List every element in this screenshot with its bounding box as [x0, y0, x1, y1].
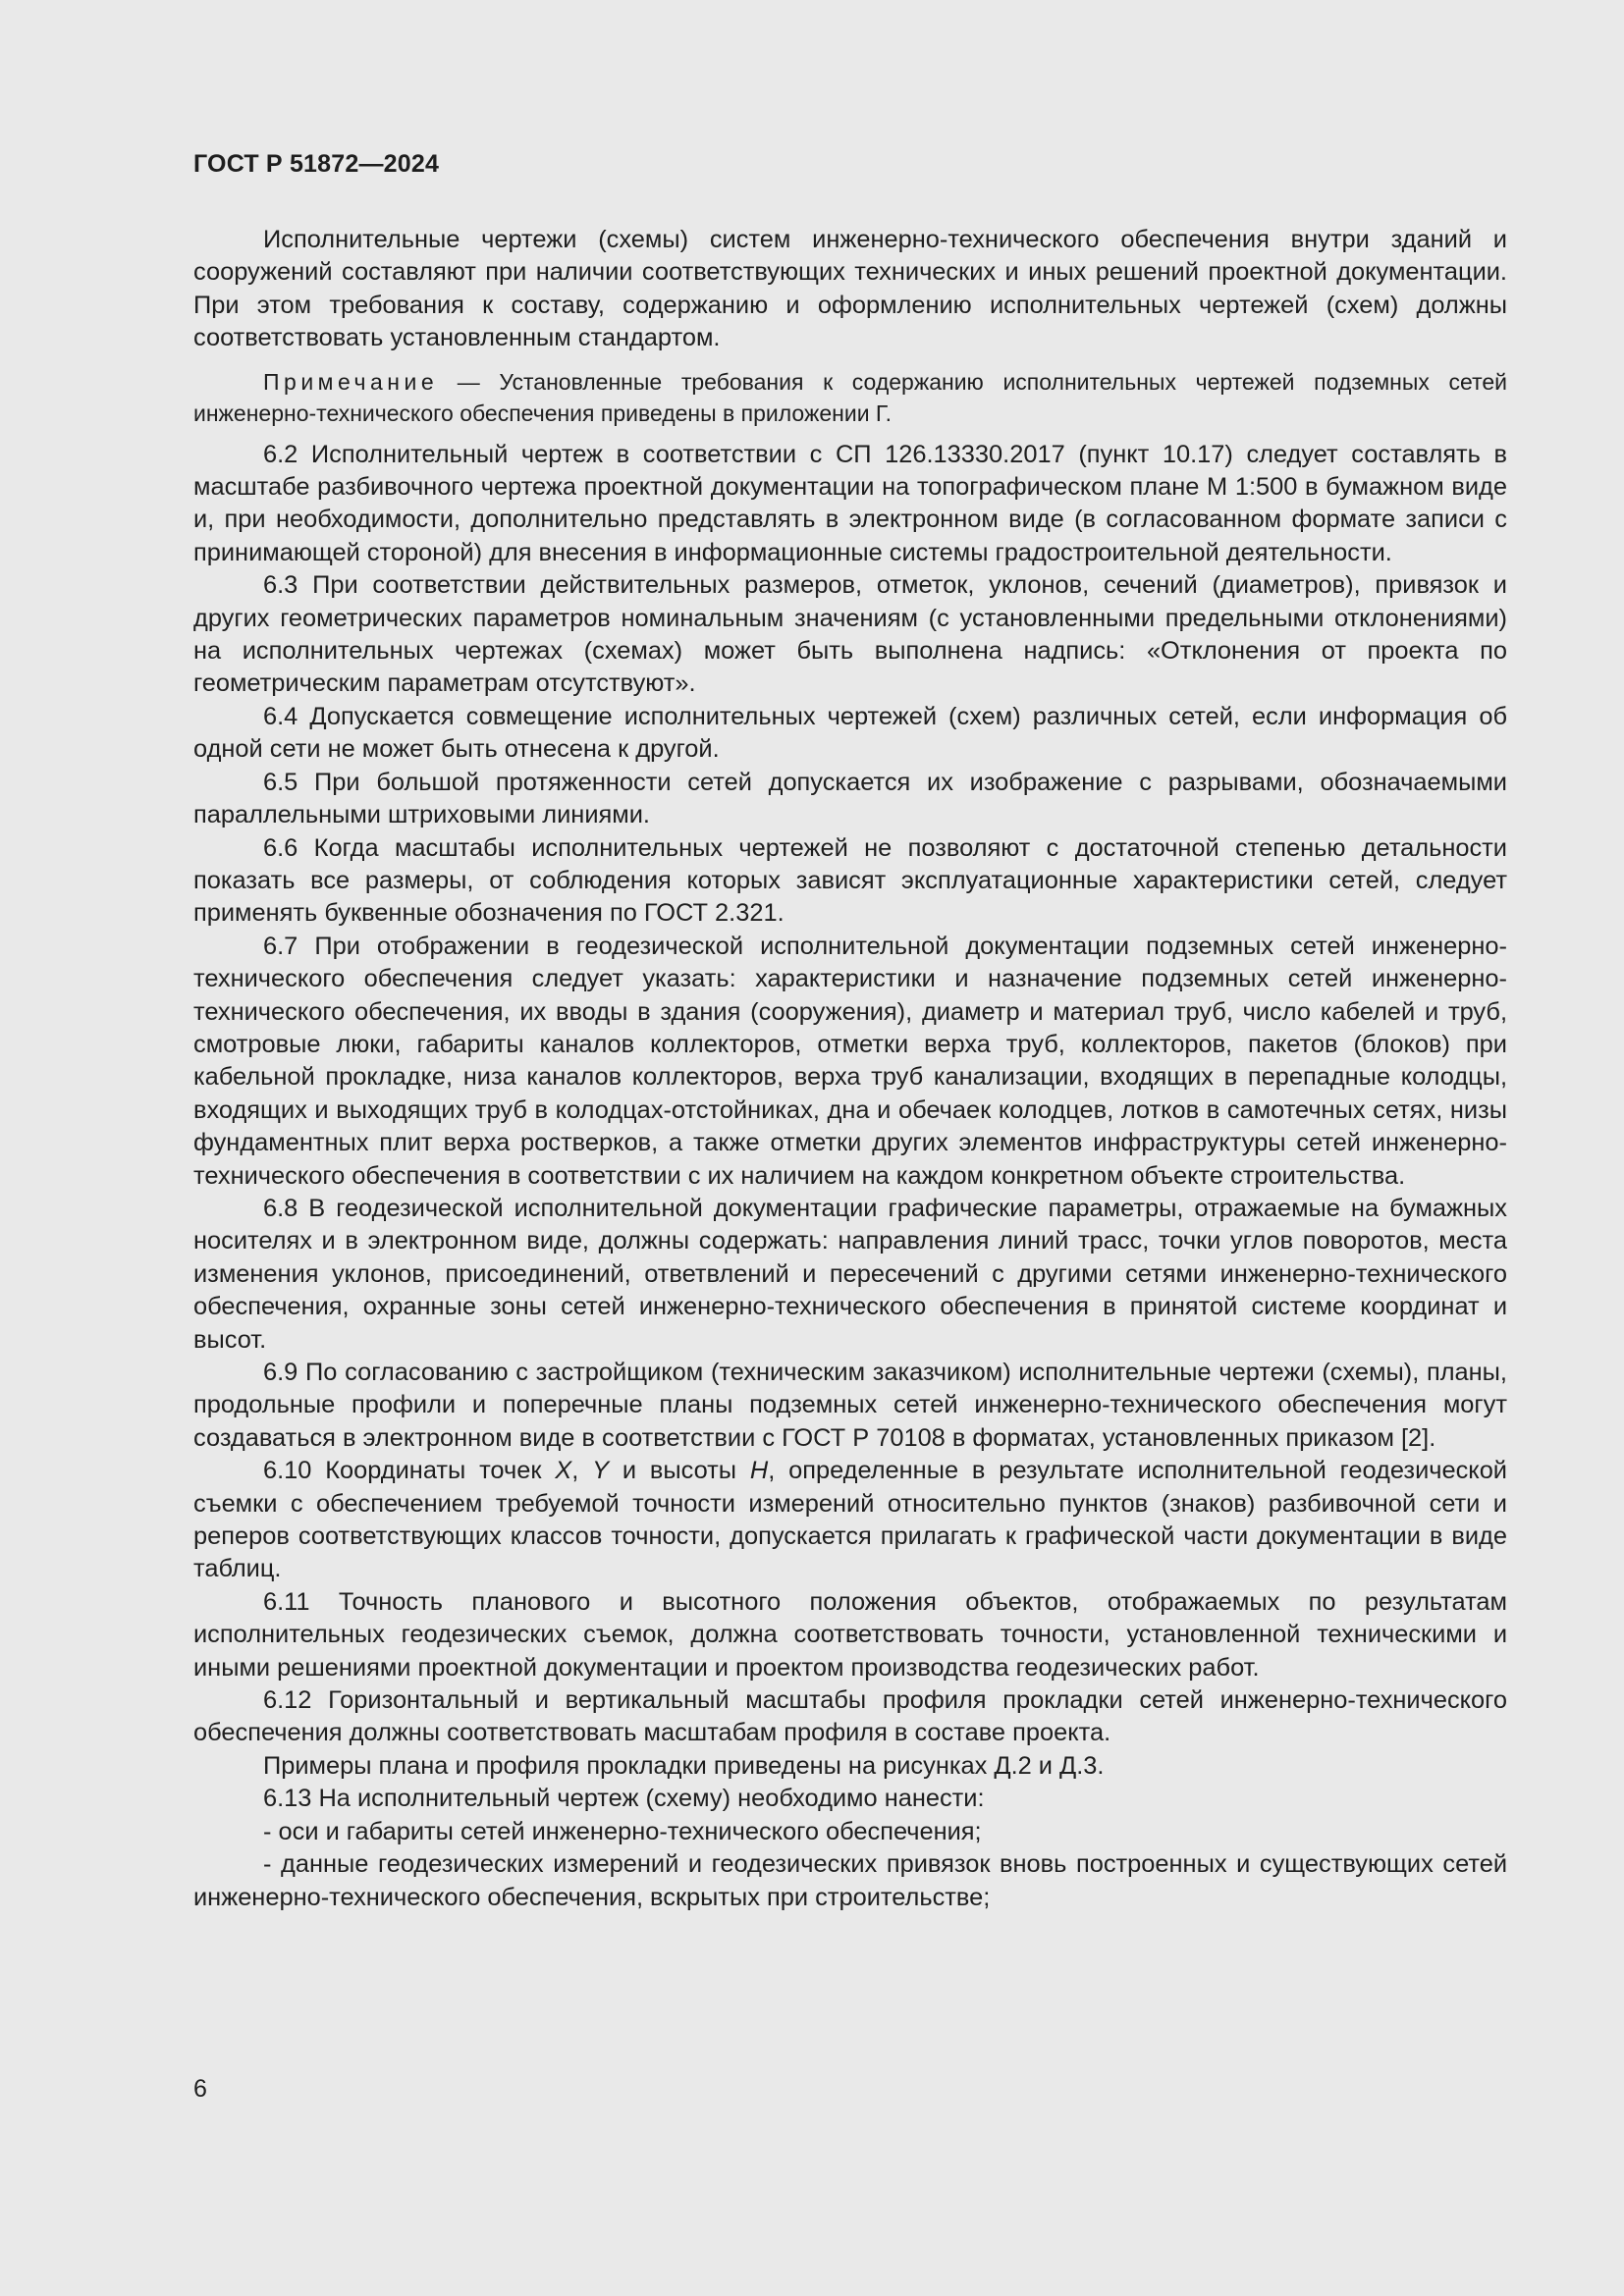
clause-6-10-part-c: и высоты — [609, 1457, 750, 1485]
clause-6-9: 6.9 По согласованию с застройщиком (техническим заказчиком) исполнительные чертежи (схемы), планы, продольные профили и поперечные планы подземных сетей инженерно-технического обеспечения могут создаваться в электронном виде в соответствии с ГОСТ Р 70108 в форматах, установленных приказом [2]. — [193, 1359, 1507, 1452]
clause-6-11: 6.11 Точность планового и высотного положения объектов, отображаемых по результатам исполнительных геодезических съемок, должна соответствовать точности, установленной техническими и иными решениями проектной документации и проектом производства геодезических работ. — [193, 1587, 1507, 1682]
clause-6-6: 6.6 Когда масштабы исполнительных чертежей не позволяют с достаточной степенью детальности показать все размеры, от соблюдения которых зависят эксплуатационные характеристики сетей, следует применять буквенные обозначения по ГОСТ 2.321. — [193, 833, 1507, 928]
clause-6-10 — [193, 1455, 1507, 1586]
clause-6-10-part-a: 6.10 Координаты точек — [263, 1457, 556, 1485]
document-body — [193, 224, 1507, 1914]
list-item: - оси и габариты сетей инженерно-технического обеспечения; — [263, 1817, 982, 1845]
clause-6-10-part-b: , — [571, 1457, 593, 1485]
clause-6-13: 6.13 На исполнительный чертеж (схему) необходимо нанести: — [263, 1785, 985, 1813]
note-text: — Установленные требования к содержанию исполнительных чертежей подземных сетей инженерно-технического обеспечения приведены в приложении Г. — [193, 368, 1507, 426]
note-paragraph — [193, 366, 1507, 429]
clause-6-3: 6.3 При соответствии действительных размеров, отметок, уклонов, сечений (диаметров), привязок и других геометрических параметров номинальным значениям (с установленными предельными отклонениями) на исполнительных чертежах (схемах) может быть выполнена надпись: «Отклонения от проекта по геометрическим параметрам отсутствуют». — [193, 571, 1507, 698]
clause-6-2: 6.2 Исполнительный чертеж в соответствии с СП 126.13330.2017 (пункт 10.17) следует составлять в масштабе разбивочного чертежа проектной документации на топографическом плане М 1:500 в бумажном виде и, при необходимости, дополнительно представлять в электронном виде (в согласованном формате записи с принимающей стороной) для внесения в информационные системы градостроительной деятельности. — [193, 440, 1507, 566]
examples-paragraph: Примеры плана и профиля прокладки приведены на рисунках Д.2 и Д.3. — [263, 1751, 1105, 1780]
clause-6-12: 6.12 Горизонтальный и вертикальный масштабы профиля прокладки сетей инженерно-технического обеспечения должны соответствовать масштабам профиля в составе проекта. — [193, 1686, 1507, 1747]
note-label: Примечание — [263, 368, 439, 395]
clause-6-4: 6.4 Допускается совмещение исполнительных чертежей (схем) различных сетей, если информация об одной сети не может быть отнесена к другой. — [193, 702, 1507, 764]
intro-paragraph: Исполнительные чертежи (схемы) систем инженерно-технического обеспечения внутри зданий и сооружений составляют при наличии соответствующих технических и иных решений проектной документации. При этом требования к составу, содержанию и оформлению исполнительных чертежей (схем) должны соответствовать установленным стандартом. — [193, 226, 1507, 352]
symbol-x: X — [555, 1457, 572, 1485]
clause-6-5: 6.5 При большой протяженности сетей допускается их изображение с разрывами, обозначаемыми параллельными штриховыми линиями. — [193, 768, 1507, 829]
clause-6-8: 6.8 В геодезической исполнительной документации графические параметры, отражаемые на бумажных носителях и в электронном виде, должны содержать: направления линий трасс, точки углов поворотов, места изменения уклонов, присоединений, ответвлений и пересечений с другими сетями инженерно-технического обеспечения, охранные зоны сетей инженерно-технического обеспечения в принятой системе координат и высот. — [193, 1194, 1507, 1354]
document-header: ГОСТ Р 51872—2024 — [193, 150, 440, 178]
page-number: 6 — [193, 2075, 207, 2103]
list-item: - данные геодезических измерений и геодезических привязок вновь построенных и существующих сетей инженерно-технического обеспечения, вскрытых при строительстве; — [193, 1850, 1507, 1911]
symbol-h: H — [749, 1457, 769, 1485]
clause-6-10-part-d: , определенные в результате исполнительной геодезической съемки с обеспечением требуемой точности измерений относительно пунктов (знаков) разбивочной сети и реперов соответствующих классов точности, допускается прилагать к графической части документации в виде таблиц. — [193, 1457, 1507, 1583]
clause-6-7: 6.7 При отображении в геодезической исполнительной документации подземных сетей инженерно-технического обеспечения следует указать: характеристики и назначение подземных сетей инженерно-технического обеспечения, их вводы в здания (сооружения), диаметр и материал труб, число кабелей и труб, смотровые люки, габариты каналов коллекторов, отметки верха труб, коллекторов, пакетов (блоков) при кабельной прокладке, низа каналов коллекторов, верха труб канализации, входящих в перепадные колодцы, входящих и выходящих труб в колодцах-отстойниках, дна и обечаек колодцев, лотков в самотечных сетях, низы фундаментных плит верха ростверков, а также отметки других элементов инфраструктуры сетей инженерно-технического обеспечения в соответствии с их наличием на каждом конкретном объекте строительства. — [193, 932, 1507, 1190]
symbol-y: Y — [592, 1457, 610, 1485]
